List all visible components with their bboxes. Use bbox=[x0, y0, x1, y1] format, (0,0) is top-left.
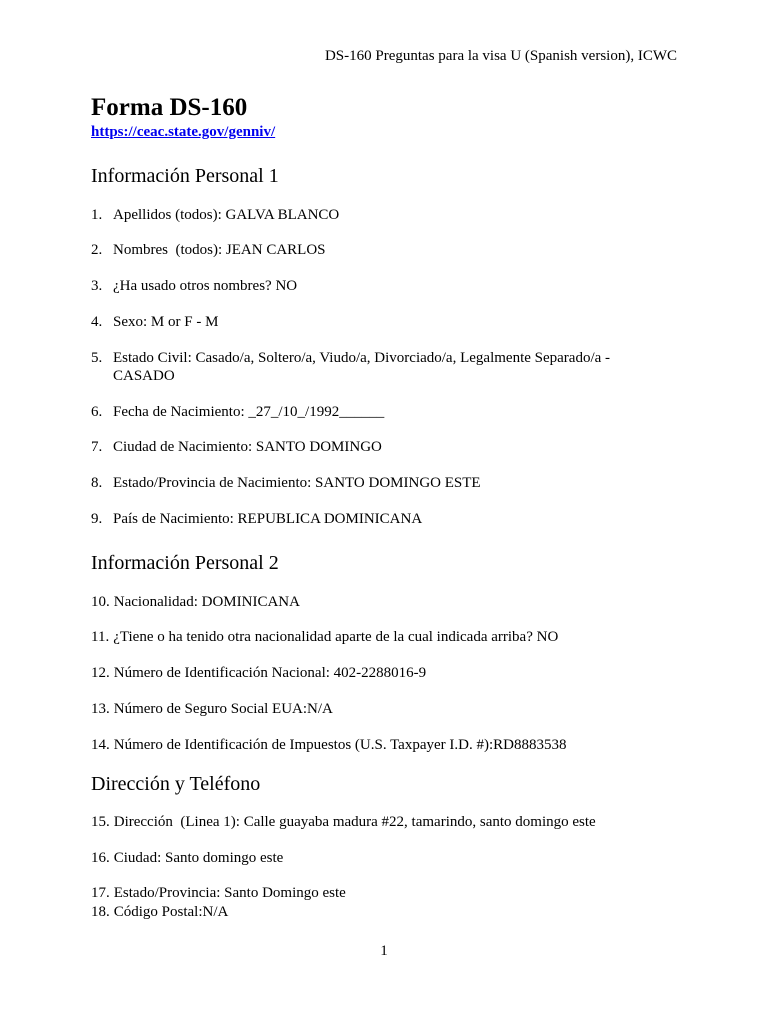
list-item bbox=[91, 628, 558, 646]
item-text: ¿Ha usado otros nombres? NO bbox=[113, 278, 298, 294]
item-number: 9. bbox=[91, 511, 103, 527]
item-text: Número de Identificación de Impuestos (U.S. Taxpayer I.D. #):RD8883538 bbox=[113, 737, 567, 753]
section-heading-address-phone: Dirección y Teléfono bbox=[91, 773, 261, 795]
list-item bbox=[91, 403, 384, 421]
item-text: Código Postal:N/A bbox=[113, 904, 229, 920]
running-header: DS-160 Preguntas para la visa U (Spanish version), ICWC bbox=[324, 48, 677, 64]
item-number: 14. bbox=[91, 737, 110, 753]
item-number: 18. bbox=[91, 904, 110, 920]
item-number: 1. bbox=[91, 207, 103, 223]
section-heading-personal-1: Información Personal 1 bbox=[91, 165, 279, 187]
item-text: Estado Civil: Casado/a, Soltero/a, Viudo/a, Divorciado/a, Legalmente Separado/a - CASADO bbox=[113, 350, 611, 384]
list-item bbox=[91, 849, 283, 867]
item-number: 5. bbox=[91, 350, 103, 366]
list-item bbox=[91, 474, 481, 492]
list-item bbox=[91, 736, 566, 754]
item-text: ¿Tiene o ha tenido otra nacionalidad aparte de la cual indicada arriba? NO bbox=[113, 629, 559, 645]
item-text: Dirección (Linea 1): Calle guayaba madura #22, tamarindo, santo domingo este bbox=[113, 814, 596, 830]
list-item bbox=[91, 349, 633, 385]
item-text: Estado/Provincia de Nacimiento: SANTO DOMINGO ESTE bbox=[113, 475, 481, 491]
item-text: Nacionalidad: DOMINICANA bbox=[113, 594, 300, 610]
item-number: 16. bbox=[91, 850, 110, 866]
list-item bbox=[91, 813, 596, 831]
item-text: Sexo: M or F - M bbox=[113, 314, 219, 330]
section-heading-personal-2: Información Personal 2 bbox=[91, 552, 279, 574]
item-text: Número de Identificación Nacional: 402-2288016-9 bbox=[113, 665, 427, 681]
item-text: Ciudad de Nacimiento: SANTO DOMINGO bbox=[113, 439, 382, 455]
list-item bbox=[91, 700, 333, 718]
list-item bbox=[91, 313, 218, 331]
item-number: 7. bbox=[91, 439, 103, 455]
list-item bbox=[91, 593, 300, 611]
list-item bbox=[91, 277, 297, 295]
item-text: Apellidos (todos): GALVA BLANCO bbox=[113, 207, 340, 223]
list-item bbox=[91, 510, 422, 528]
item-number: 4. bbox=[91, 314, 103, 330]
item-number: 17. bbox=[91, 885, 110, 901]
item-number: 11. bbox=[91, 629, 110, 645]
item-number: 13. bbox=[91, 701, 110, 717]
ds160-link[interactable]: https://ceac.state.gov/genniv/ bbox=[91, 124, 276, 140]
item-text: Fecha de Nacimiento: _27_/10_/1992______ bbox=[113, 404, 385, 420]
item-text: País de Nacimiento: REPUBLICA DOMINICANA bbox=[113, 511, 423, 527]
item-text: Número de Seguro Social EUA:N/A bbox=[113, 701, 333, 717]
list-item bbox=[91, 438, 382, 456]
item-number: 8. bbox=[91, 475, 103, 491]
item-text: Ciudad: Santo domingo este bbox=[113, 850, 284, 866]
item-number: 15. bbox=[91, 814, 110, 830]
list-item bbox=[91, 206, 339, 224]
item-number: 12. bbox=[91, 665, 110, 681]
document-title: Forma DS-160 bbox=[91, 94, 248, 121]
item-number: 3. bbox=[91, 278, 103, 294]
list-item bbox=[91, 241, 326, 259]
list-item bbox=[91, 884, 346, 902]
item-text: Estado/Provincia: Santo Domingo este bbox=[113, 885, 346, 901]
item-text: Nombres (todos): JEAN CARLOS bbox=[113, 242, 326, 258]
list-item bbox=[91, 664, 426, 682]
item-number: 2. bbox=[91, 242, 103, 258]
item-number: 10. bbox=[91, 594, 110, 610]
item-number: 6. bbox=[91, 404, 103, 420]
page-number: 1 bbox=[380, 943, 388, 959]
list-item bbox=[91, 903, 228, 921]
